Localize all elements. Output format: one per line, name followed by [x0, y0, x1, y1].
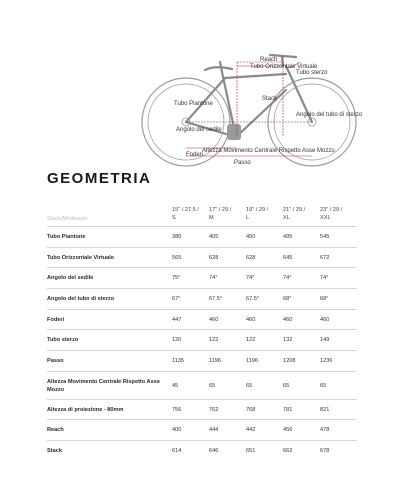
row-label: Angolo del sedile [47, 268, 172, 289]
table-cell: 380 [172, 227, 209, 248]
table-cell: 75° [172, 268, 209, 289]
table-cell: 442 [246, 420, 283, 441]
table-cell: 65 [209, 372, 246, 400]
row-label: Passo [47, 351, 172, 372]
table-cell: 628 [246, 248, 283, 268]
table-cell: 68° [320, 289, 357, 310]
size-line1: 19" / 29 / [246, 206, 269, 213]
size-line1: 21" / 29 / [283, 206, 306, 213]
table-cell: 460 [209, 310, 246, 330]
row-label: Angolo del tubo di sterzo [47, 289, 172, 310]
table-cell: 65 [283, 372, 320, 400]
table-cell: 762 [209, 400, 246, 420]
label-bb-drop: Altezza Movimento Centrale Rispetto Asse Mozzo [202, 148, 335, 154]
size-header [209, 201, 246, 227]
geometry-table [47, 201, 357, 462]
table-cell: 646 [209, 441, 246, 462]
label-stack: Stack [262, 96, 278, 102]
table-cell: 1135 [172, 351, 209, 372]
table-cell: 45 [172, 372, 209, 400]
size-line1: 17" / 29 / [209, 206, 232, 213]
table-cell: 614 [172, 441, 209, 462]
table-cell: 1236 [320, 351, 357, 372]
motor-housing [227, 124, 241, 140]
row-label: Tubo sterzo [47, 330, 172, 351]
size-line2: S [172, 214, 176, 221]
row-label: Tubo Piantone [47, 227, 172, 248]
table-row [47, 268, 357, 289]
table-row [47, 400, 357, 420]
table-cell: 450 [246, 227, 283, 248]
header-label: Stack/Modesum [47, 201, 172, 227]
table-cell: 74° [209, 268, 246, 289]
table-cell: 74° [246, 268, 283, 289]
row-label: Foderi [47, 310, 172, 330]
table-cell: 478 [320, 420, 357, 441]
bike-geometry-diagram [0, 0, 400, 168]
table-row [47, 289, 357, 310]
table-cell: 67.5° [246, 289, 283, 310]
table-row [47, 248, 357, 268]
table-cell: 149 [320, 330, 357, 351]
table-cell: 122 [246, 330, 283, 351]
label-virtual-top-tube: Tubo Orizzontale Virtuale [250, 64, 318, 70]
size-line2: XXL [320, 214, 331, 221]
label-wheelbase: Passo [234, 160, 251, 166]
table-cell: 768 [246, 400, 283, 420]
table-cell: 821 [320, 400, 357, 420]
table-cell: 1208 [283, 351, 320, 372]
table-row [47, 441, 357, 462]
table-row [47, 420, 357, 441]
table-cell: 460 [320, 310, 357, 330]
table-header-row [47, 201, 357, 227]
row-label: Reach [47, 420, 172, 441]
table-cell: 651 [246, 441, 283, 462]
size-header [246, 201, 283, 227]
label-chainstays: Foderi [186, 152, 204, 158]
table-cell: 456 [283, 420, 320, 441]
table-cell: 400 [172, 420, 209, 441]
table-row [47, 227, 357, 248]
table-cell: 460 [246, 310, 283, 330]
size-header [320, 201, 357, 227]
size-line2: L [246, 214, 250, 221]
table-cell: 672 [320, 248, 357, 268]
table-row [47, 330, 357, 351]
table-cell: 67° [172, 289, 209, 310]
table-cell: 120 [172, 330, 209, 351]
row-label: Altezza Movimento Centrale Rispetto Asse Mozzo [47, 372, 172, 400]
page-title: GEOMETRIA [47, 170, 152, 187]
table-cell: 132 [283, 330, 320, 351]
table-cell: 662 [283, 441, 320, 462]
table-row [47, 310, 357, 330]
table-cell: 565 [172, 248, 209, 268]
label-reach: Reach [260, 57, 278, 63]
size-line1: 15" / 27.5 / [172, 206, 199, 213]
label-head-angle: Angolo del tubo di sterzo [296, 112, 363, 118]
table-cell: 1196 [209, 351, 246, 372]
label-seat-angle: Angolo del sedile [176, 127, 222, 133]
table-cell: 1196 [246, 351, 283, 372]
table-cell: 122 [209, 330, 246, 351]
table-cell: 628 [209, 248, 246, 268]
table-cell: 65 [246, 372, 283, 400]
size-line1: 23" / 29 / [320, 206, 343, 213]
label-seat-tube: Tubo Piantone [174, 101, 213, 107]
table-row [47, 351, 357, 372]
table-cell: 447 [172, 310, 209, 330]
table-cell: 495 [283, 227, 320, 248]
label-steerer-tube: Tubo sterzo [296, 70, 328, 76]
table-cell: 65 [320, 372, 357, 400]
table-cell: 460 [283, 310, 320, 330]
table-cell: 545 [320, 227, 357, 248]
table-cell: 74° [283, 268, 320, 289]
table-cell: 678 [320, 441, 357, 462]
table-cell: 444 [209, 420, 246, 441]
table-cell: 67.5° [209, 289, 246, 310]
size-line2: M [209, 214, 214, 221]
table-cell: 74° [320, 268, 357, 289]
size-header [283, 201, 320, 227]
size-header [172, 201, 209, 227]
table-cell: 645 [283, 248, 320, 268]
table-cell: 68° [283, 289, 320, 310]
table-row [47, 372, 357, 400]
table-cell: 405 [209, 227, 246, 248]
table-cell: 756 [172, 400, 209, 420]
row-label: Stack [47, 441, 172, 462]
size-line2: XL [283, 214, 290, 221]
table-cell: 781 [283, 400, 320, 420]
row-label: Tubo Orizzontale Virtuale [47, 248, 172, 268]
row-label: Altezza di proiezione - 80mm [47, 400, 172, 420]
